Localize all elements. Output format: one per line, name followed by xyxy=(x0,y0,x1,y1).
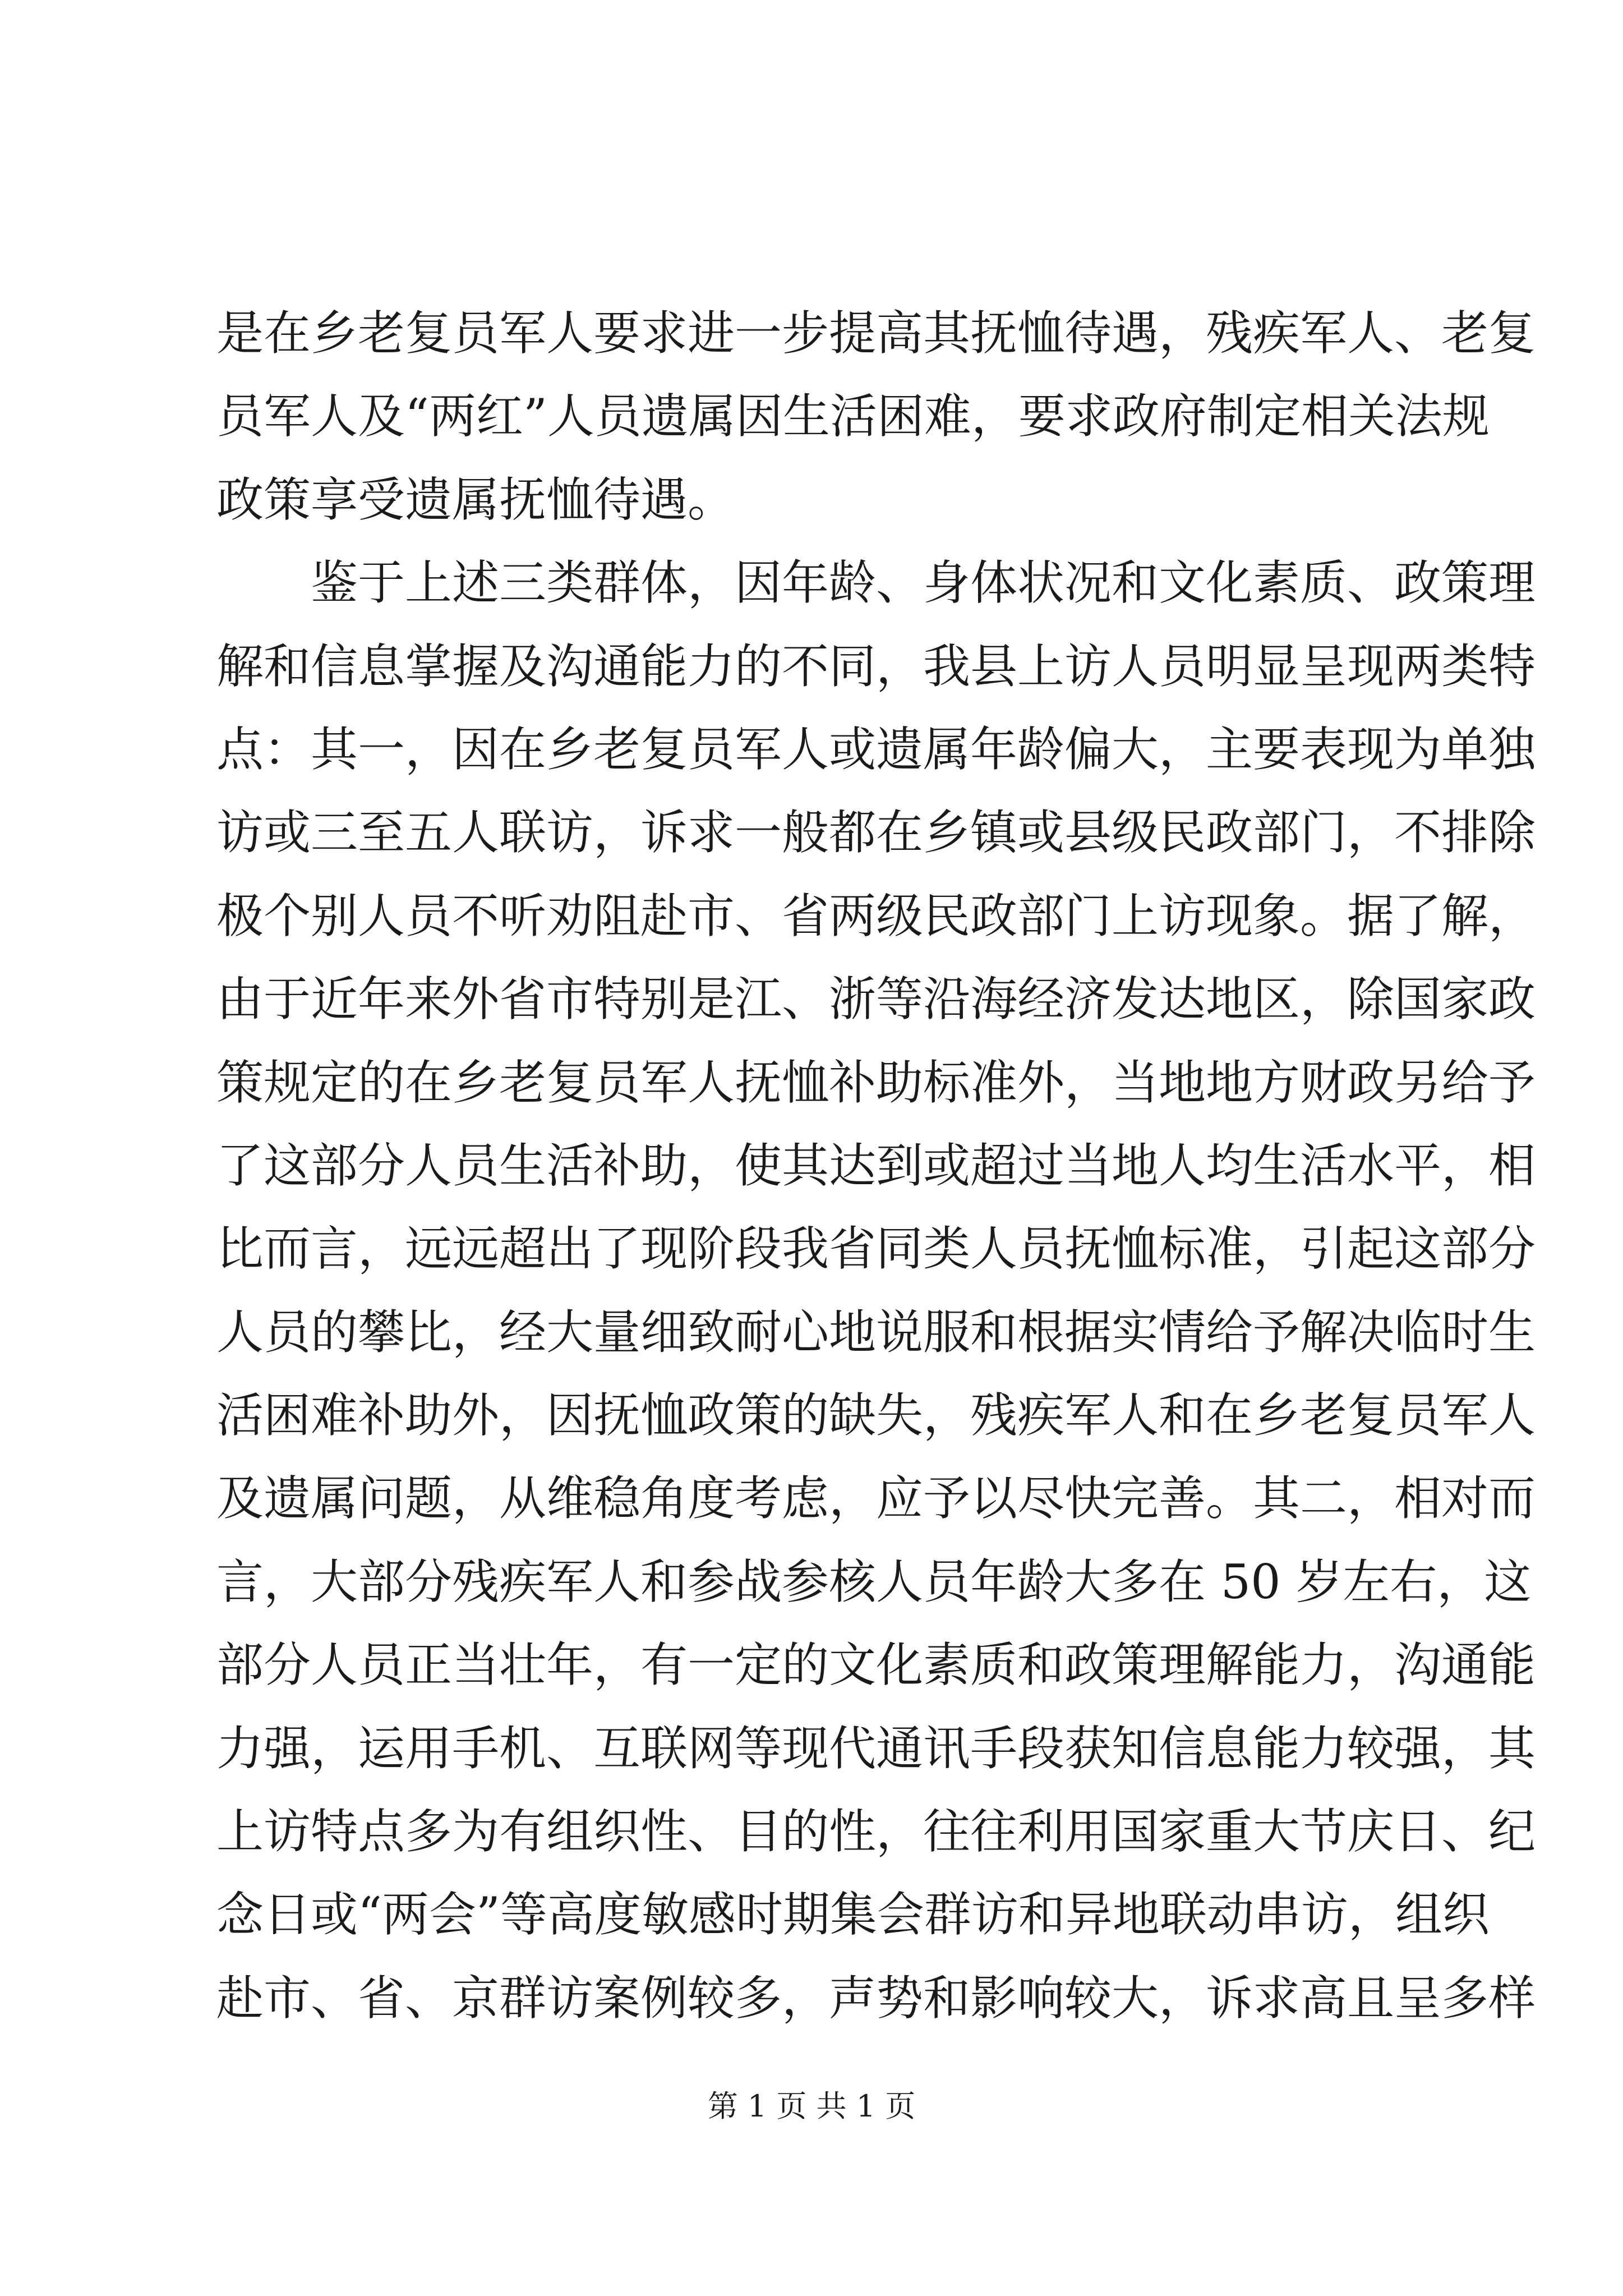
text-line: 解和信息掌握及沟通能力的不同，我县上访人员明显呈现两类特 xyxy=(216,638,1536,694)
page-footer xyxy=(0,2087,1623,2126)
text-line: 及遗属问题，从维稳角度考虑，应予以尽快完善。其二，相对而 xyxy=(216,1471,1536,1526)
text-line: 政策享受遗属抚恤待遇。 xyxy=(216,472,735,527)
text-line: 部分人员正当壮年，有一定的文化素质和政策理解能力，沟通能 xyxy=(216,1637,1536,1693)
text-line: 赴市、省、京群访案例较多，声势和影响较大，诉求高且呈多样 xyxy=(216,1970,1536,2026)
text-line: 力强，运用手机、互联网等现代通讯手段获知信息能力较强，其 xyxy=(216,1720,1536,1776)
page-number-label: 第 1 页 共 1 页 xyxy=(707,2088,916,2124)
text-line: 活困难补助外，因抚恤政策的缺失，残疾军人和在乡老复员军人 xyxy=(216,1388,1536,1443)
text-line: 员军人及“两红”人员遗属因生活困难，要求政府制定相关法规 xyxy=(216,389,1490,444)
text-line: 极个别人员不听劝阻赴市、省两级民政部门上访现象。据了解， xyxy=(216,888,1536,944)
text-line: 策规定的在乡老复员军人抚恤补助标准外，当地地方财政另给予 xyxy=(216,1055,1536,1110)
text-line: 人员的攀比，经大量细致耐心地说服和根据实情给予解决临时生 xyxy=(216,1304,1536,1360)
paragraph-first-line: 鉴于上述三类群体，因年龄、身体状况和文化素质、政策理 xyxy=(311,555,1536,611)
text-line: 念日或“两会”等高度敏感时期集会群访和异地联动串访，组织 xyxy=(216,1887,1490,1943)
text-line: 由于近年来外省市特别是江、浙等沿海经济发达地区，除国家政 xyxy=(216,972,1536,1027)
text-line: 点：其一，因在乡老复员军人或遗属年龄偏大，主要表现为单独 xyxy=(216,721,1536,777)
text-line: 访或三至五人联访，诉求一般都在乡镇或县级民政部门，不排除 xyxy=(216,805,1536,861)
text-line: 是在乡老复员军人要求进一步提高其抚恤待遇，残疾军人、老复 xyxy=(216,306,1536,361)
text-line: 上访特点多为有组织性、目的性，往往利用国家重大节庆日、纪 xyxy=(216,1804,1536,1860)
text-line: 了这部分人员生活补助，使其达到或超过当地人均生活水平，相 xyxy=(216,1138,1536,1193)
text-line: 言，大部分残疾军人和参战参核人员年龄大多在 50 岁左右，这 xyxy=(216,1554,1532,1609)
document-body xyxy=(216,292,1536,2040)
text-line: 比而言，远远超出了现阶段我省同类人员抚恤标准，引起这部分 xyxy=(216,1221,1536,1277)
